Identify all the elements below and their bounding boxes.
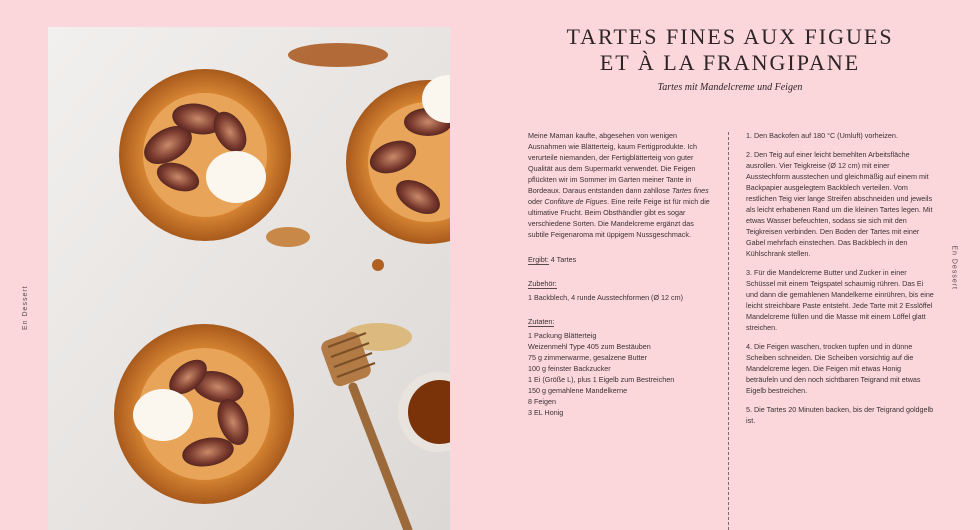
recipe-subtitle: Tartes mit Mandelcreme und Feigen bbox=[657, 82, 803, 93]
intro-part-2: oder bbox=[528, 197, 545, 206]
ingredients-block bbox=[528, 316, 716, 418]
recipe-title bbox=[470, 24, 980, 76]
ingredient-item: Weizenmehl Type 405 zum Bestäuben bbox=[528, 342, 651, 351]
yield-value: 4 Tartes bbox=[550, 255, 577, 264]
equipment-label: Zubehör: bbox=[528, 279, 557, 288]
step-item: 2. Den Teig auf einer leicht bemehlten Arbeitsfläche ausrollen. Vier Teigkreise (Ø 12 cm) mit einer Ausstechform ausstechen und gleichmäßig auf einem mit Backpapier ausgelegtem Backblech verteilen. Vom restlichen Teig vier lange Streifen abschneiden und jeweils als leicht erhabenen Rand um die kleinen Tartes legen. Mit etwas Wasser befeuchten, sodass sie sich mit den Teigkreisen verbinden. Den Boden der Tartes mit einer Gabel mehrfach einstechen. Das Backblech in den Kühlschrank stellen. bbox=[746, 150, 933, 258]
step-item: 4. Die Feigen waschen, trocken tupfen und in dünne Scheiben schneiden. Die Scheiben vorsichtig auf die Mandelcreme legen. Die Feigen mit etwas Honig beträufeln und den noch sichtbaren Teigrand mit etwas Eigelb bestreichen. bbox=[746, 342, 921, 395]
equipment-block bbox=[528, 278, 716, 303]
ingredient-item: 1 Packung Blätterteig bbox=[528, 331, 597, 340]
yield-row bbox=[528, 254, 716, 265]
recipe-photo bbox=[48, 27, 450, 530]
ingredients-list bbox=[528, 330, 716, 418]
intro-italic-1: Tartes fines bbox=[671, 186, 709, 195]
ingredient-item: 150 g gemahlene Mandelkerne bbox=[528, 386, 628, 395]
intro-part-1: Meine Maman kaufte, abgesehen von wenigen Ausnahmen wie Blätterteig, kaum Fertigprodukte. Ich verurteile niemanden, der Fertigblätterteig von guter Qualität aus dem Supermarkt verwendet. Die Feigen pflückten wir im Sommer im Garten meiner Tante in Bordeaux. Daraus entstanden dann zahllose bbox=[528, 131, 697, 195]
step-item: 5. Die Tartes 20 Minuten backen, bis der Teigrand goldgelb ist. bbox=[746, 405, 934, 425]
yield-label: Ergibt: bbox=[528, 255, 549, 264]
step-item: 1. Den Backofen auf 180 °C (Umluft) vorheizen. bbox=[746, 131, 898, 140]
intro-column bbox=[528, 130, 716, 418]
side-label-left: En Dessert bbox=[22, 285, 29, 330]
intro-part-3: . Eine reife Feige ist für mich die ultimative Frucht. Beim Obsthändler gibt es sogar verschiedene Sorten. Die Mandelcreme ergänzt das subtile Feigenaroma mit üppigem Nussgeschmack. bbox=[528, 197, 710, 239]
fig-tarts-illustration bbox=[48, 27, 450, 530]
title-line-1: TARTES FINES AUX FIGUES bbox=[566, 24, 894, 49]
ingredient-item: 100 g feinster Backzucker bbox=[528, 364, 611, 373]
intro-italic-2: Confiture de Figues bbox=[544, 197, 608, 206]
ingredient-item: 1 Ei (Größe L), plus 1 Eigelb zum Bestreichen bbox=[528, 375, 675, 384]
equipment-value: 1 Backblech, 4 runde Ausstechformen (Ø 12 cm) bbox=[528, 293, 684, 302]
ingredient-item: 8 Feigen bbox=[528, 397, 556, 406]
side-label-right: En Dessert bbox=[951, 245, 958, 290]
ingredient-item: 3 EL Honig bbox=[528, 408, 564, 417]
intro-text bbox=[528, 130, 716, 240]
column-divider bbox=[728, 132, 729, 530]
ingredient-item: 75 g zimmerwarme, gesalzene Butter bbox=[528, 353, 648, 362]
ingredients-label: Zutaten: bbox=[528, 317, 555, 326]
title-line-2: ET À LA FRANGIPANE bbox=[599, 50, 861, 75]
step-item: 3. Für die Mandelcreme Butter und Zucker in einer Schüssel mit einem Teigspatel schaumig rühren. Das Ei und dann die gemahlenen Mandelkerne einrühren, bis eine leicht streichbare Paste entsteht. Jede Tarte mit 2 Esslöffel Mandelcreme füllen und die Masse mit einem Löffel glatt streichen. bbox=[746, 268, 934, 332]
steps-column bbox=[746, 130, 934, 434]
